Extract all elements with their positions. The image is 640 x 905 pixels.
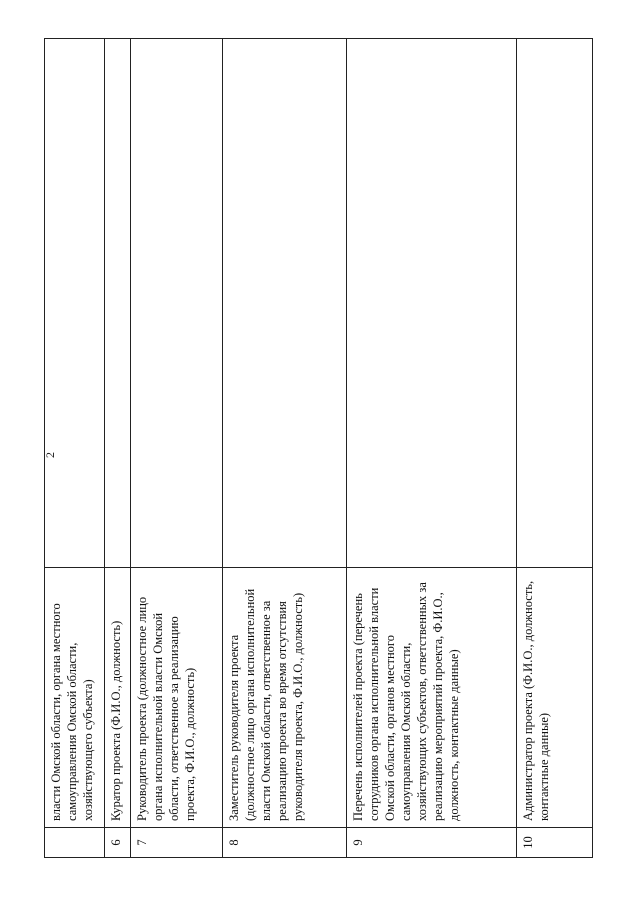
row-label: власти Омской области, органа местного самоуправления Омской области, хозяйствующего субъекта) (45, 568, 105, 828)
row-number: 6 (105, 828, 131, 858)
table-row (45, 39, 105, 858)
table-row (105, 39, 131, 858)
row-label: Заместитель руководителя проекта (должностное лицо органа исполнительной власти Омской области, ответственное за реализацию проекта во время отсутствия руководителя проекта, Ф.И.О., должность) (223, 568, 347, 828)
row-number (45, 828, 105, 858)
row-number: 9 (347, 828, 517, 858)
row-number: 7 (131, 828, 223, 858)
row-value-cell (131, 39, 223, 568)
table-container (44, 38, 592, 858)
table-row (223, 39, 347, 858)
row-label: Куратор проекта (Ф.И.О., должность) (105, 568, 131, 828)
table-row (131, 39, 223, 858)
row-label: Администратор проекта (Ф.И.О., должность, контактные данные) (517, 568, 593, 828)
row-value-cell (45, 39, 105, 568)
row-value-cell (223, 39, 347, 568)
page-number: 2 (43, 452, 57, 458)
row-number: 8 (223, 828, 347, 858)
row-value-cell (517, 39, 593, 568)
table-row (517, 39, 593, 858)
row-value-cell (105, 39, 131, 568)
table-row (347, 39, 517, 858)
passport-table (44, 38, 593, 858)
row-label: Руководитель проекта (должностное лицо органа исполнительной власти Омской области, ответственное за реализацию проекта, Ф.И.О., должность) (131, 568, 223, 828)
row-label: Перечень исполнителей проекта (перечень сотрудников органа исполнительной власти Омской области, органов местного самоуправления Омской области, хозяйствующих субъектов, ответственных за реализацию мероприятий проекта, Ф.И.О., должность, контактные данные) (347, 568, 517, 828)
row-number: 10 (517, 828, 593, 858)
row-value-cell (347, 39, 517, 568)
